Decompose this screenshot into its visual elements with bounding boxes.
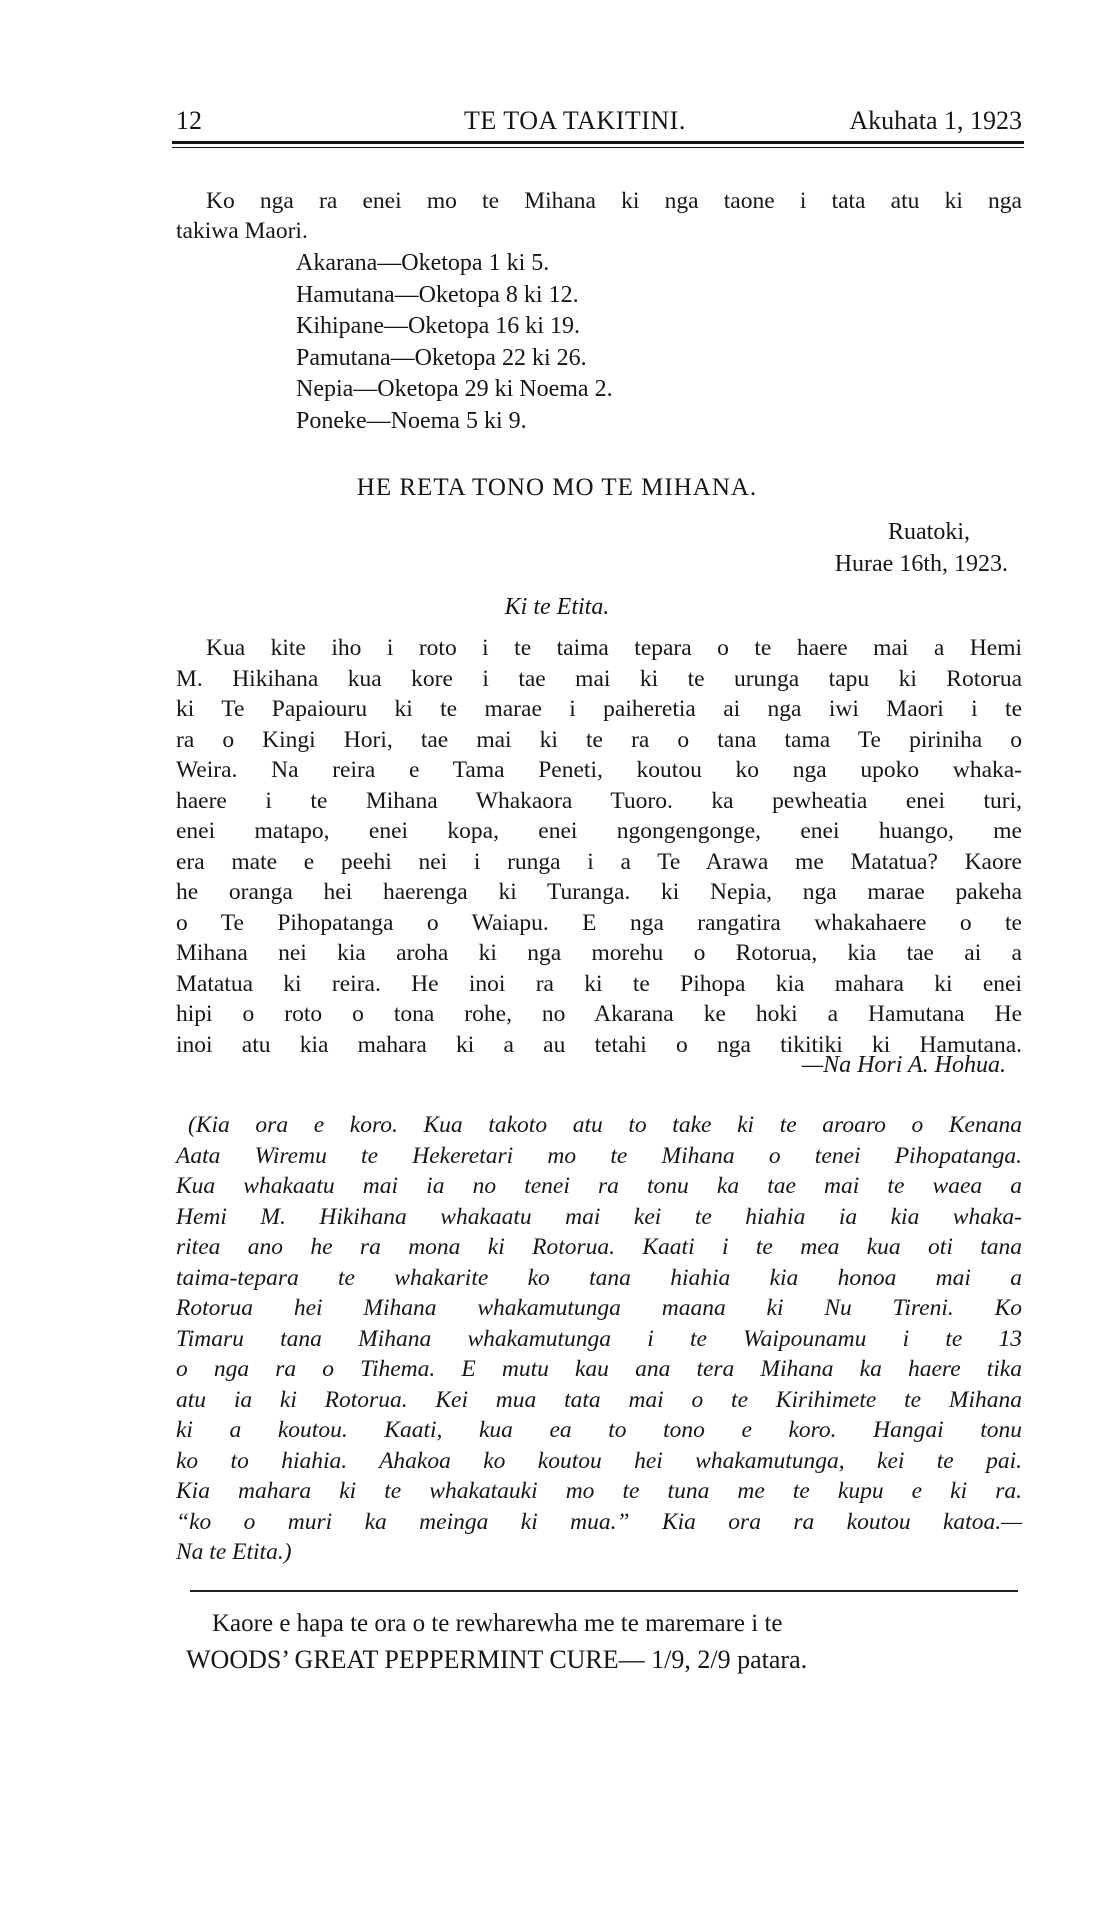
- editor-reply: [176, 1110, 1022, 1567]
- letter-line: ra o Kingi Hori, tae mai ki te ra o tana tama Te piriniha o: [176, 726, 1022, 753]
- reply-line: atu ia ki Rotorua. Kei mua tata mai o te Kirihimete te Mihana: [176, 1386, 1022, 1413]
- advertisement-rule: [190, 1590, 1018, 1592]
- letter-line: Mihana nei kia aroha ki nga morehu o Rotorua, kia tae ai a: [176, 940, 1022, 966]
- reply-line: Aata Wiremu te Hekeretari mo te Mihana o tenei Pihopatanga.: [176, 1142, 1022, 1169]
- reply-line: ritea ano he ra mona ki Rotorua. Kaati i te mea kua oti tana: [176, 1234, 1022, 1260]
- page-header: [176, 106, 1022, 138]
- issue-date: Akuhata 1, 1923: [849, 106, 1022, 135]
- letter-line: haere i te Mihana Whakaora Tuoro. ka pewheatia enei turi,: [176, 787, 1022, 814]
- header-rule-thick: [172, 141, 1024, 144]
- advertisement-line: WOODS’ GREAT PEPPERMINT CURE— 1/9, 2/9 patara.: [186, 1645, 808, 1674]
- schedule-item: Kihipane—Oketopa 16 ki 19.: [296, 313, 580, 339]
- letter-line: he oranga hei haerenga ki Turanga. ki Nepia, nga marae pakeha: [176, 879, 1022, 905]
- letter-line: o Te Pihopatanga o Waiapu. E nga rangatira whakahaere o te: [176, 909, 1022, 936]
- reply-line: Hemi M. Hikihana whakaatu mai kei te hiahia ia kia whaka-: [176, 1203, 1022, 1230]
- letter-heading: HE RETA TONO MO TE MIHANA.: [356, 474, 758, 501]
- reply-line: ki a koutou. Kaati, kua ea to tono e koro. Hangai tonu: [176, 1417, 1022, 1443]
- letter-place: Ruatoki,: [888, 519, 970, 545]
- letter-line: Kua kite iho i roto i te taima tepara o te haere mai a Hemi: [206, 635, 1022, 661]
- reply-line: Na te Etita.): [176, 1539, 292, 1565]
- letter-line: M. Hikihana kua kore i tae mai ki te urunga tapu ki Rotorua: [176, 665, 1022, 692]
- letter-salutation: Ki te Etita.: [504, 594, 610, 620]
- letter-line: ki Te Papaiouru ki te marae i paiheretia ai nga iwi Maori i te: [176, 696, 1022, 722]
- letter-line: enei matapo, enei kopa, enei ngongengonge, enei huango, me: [176, 818, 1022, 844]
- letter-date: Hurae 16th, 1923.: [834, 551, 1008, 577]
- publication-title: TE TOA TAKITINI.: [464, 106, 686, 135]
- header-rule-thin: [172, 147, 1024, 148]
- intro-line: Ko nga ra enei mo te Mihana ki nga taone i tata atu ki nga: [206, 188, 1022, 214]
- reply-line: taima-tepara te whakarite ko tana hiahia kia honoa mai a: [176, 1264, 1022, 1291]
- letter-line: hipi o roto o tona rohe, no Akarana ke hoki a Hamutana He: [176, 1001, 1022, 1027]
- mission-schedule: [296, 248, 613, 437]
- letter-line: inoi atu kia mahara ki a au tetahi o nga tikitiki ki Hamutana.: [176, 1031, 1022, 1058]
- reply-line: Kia mahara ki te whakatauki mo te tuna me te kupu e ki ra.: [176, 1478, 1022, 1504]
- advertisement-line: Kaore e hapa te ora o te rewharewha me te maremare i te: [212, 1610, 783, 1637]
- reply-line: Timaru tana Mihana whakamutunga i te Waipounamu i te 13: [176, 1325, 1022, 1352]
- letter-line: Weira. Na reira e Tama Peneti, koutou ko nga upoko whaka-: [176, 757, 1022, 783]
- schedule-item: Poneke—Noema 5 ki 9.: [296, 407, 527, 434]
- letter-line: Matatua ki reira. He inoi ra ki te Pihopa kia mahara ki enei: [176, 970, 1022, 997]
- reply-line: o nga ra o Tihema. E mutu kau ana tera Mihana ka haere tika: [176, 1356, 1022, 1382]
- page-number: 12: [176, 106, 202, 135]
- reply-line: (Kia ora e koro. Kua takoto atu to take ki te aroaro o Kenana: [188, 1112, 1022, 1138]
- letter-body: [176, 633, 1022, 1060]
- schedule-item: Pamutana—Oketopa 22 ki 26.: [296, 344, 587, 371]
- schedule-item: Hamutana—Oketopa 8 ki 12.: [296, 281, 579, 308]
- reply-line: Rotorua hei Mihana whakamutunga maana ki Nu Tireni. Ko: [176, 1295, 1022, 1321]
- schedule-item: Akarana—Oketopa 1 ki 5.: [296, 250, 550, 276]
- intro-line: takiwa Maori.: [176, 218, 308, 244]
- letter-line: era mate e peehi nei i runga i a Te Arawa me Matatua? Kaore: [176, 848, 1022, 875]
- reply-line: “ko o muri ka meinga ki mua.” Kia ora ra koutou katoa.—: [176, 1508, 1022, 1535]
- letter-dateline: [835, 516, 1008, 580]
- reply-line: Kua whakaatu mai ia no tenei ra tonu ka tae mai te waea a: [176, 1173, 1022, 1199]
- letter-signature: —Na Hori A. Hohua.: [801, 1052, 1006, 1078]
- intro-paragraph: [176, 186, 1022, 246]
- reply-line: ko to hiahia. Ahakoa ko koutou hei whakamutunga, kei te pai.: [176, 1447, 1022, 1474]
- advertisement: [186, 1606, 808, 1678]
- schedule-item: Nepia—Oketopa 29 ki Noema 2.: [296, 376, 613, 402]
